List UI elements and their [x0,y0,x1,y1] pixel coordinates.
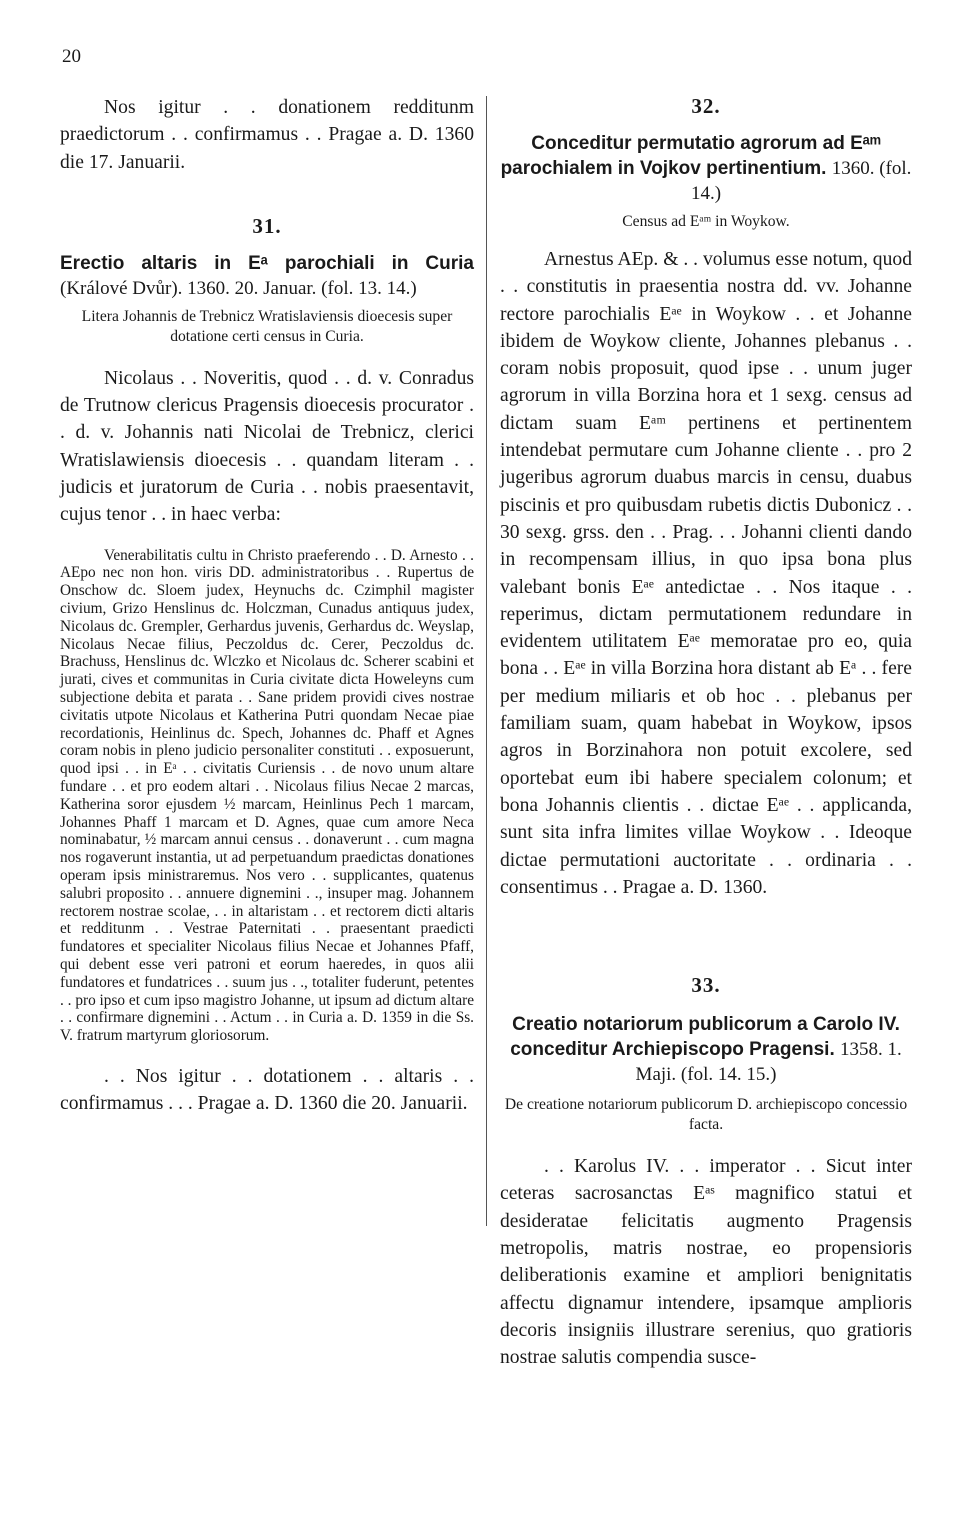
document-31 [60,214,474,1118]
document-31-title [60,251,474,301]
document-33-title-rest: 1358. 1. Maji. (fol. 14. 15.) [635,1039,902,1086]
document-31-title-bold: Erectio altaris in Eᵃ parochiali in Curia [60,252,474,274]
right-column [500,94,912,1372]
left-column [60,94,474,1118]
document-33-title [500,1012,912,1087]
document-33 [500,973,912,1371]
document-32 [500,94,912,901]
document-31-number: 31. [252,213,282,238]
column-divider [486,96,487,1226]
document-31-title-rest: (Králové Dvůr). 1360. 20. Januar. (fol. 13. 14.) [60,277,417,299]
page-number: 20 [62,46,81,67]
document-32-body: Arnestus AEp. & . . volumus esse notum, quod . . constitutis in praesentia nostra dd. vv. Johanne rectore parochialis Eᵃᵉ in Woykow . . et Johanne ibidem de Woykow cliente, Johannes plebanus . . coram nobis proposuit, quod ipse . . unum juger agrorum in villa Borzina hora et 1 sexg. census ad dictam suam Eᵃᵐ pertinens et pertinentem intendebat permutare cum Johanne cliente . . pro 2 jugeribus agrorum duabus marcis in censu, duabus piscinis et pro quibusdam rubetis dictis Dubonicz . . 30 sexg. grss. den . . Prag. . . Johanni clienti dando in recompensam illius, in quo ipsa bona plus valebant bonis Eᵃᵉ antedictae . . Nos itaque . . reperimus, dictam permutationem redundare in evidentem utilitatem Eᵃᵉ memoratae pro eo, quia bona . . Eᵃᵉ in villa Borzina hora distant ab Eᵃ . . fere per medium miliaris et ob hoc . . plebanus per familiam suam, quam habebat in Woykow, ipsos agros in Borzinahora non potuit excolere, sed oportebat eum ibi habere specialem colonum; et bona Johannis clientis . . dictae Eᵃᵉ . . applicanda, sunt sita infra limites villae Woykow . . Ideoque dictae permutationi auctoritate . . ordinaria . . consentimus . . Pragae a. D. 1360. [500,249,912,898]
document-32-number: 32. [691,94,721,118]
document-32-title [500,131,912,206]
document-31-quote: Venerabilitatis cultu in Christo praeferendo . . D. Arnesto . . AEpo nec non hon. viris DD. administratoribus . . Rupertus de Onschow dc. Sloem judex, Heynuchs dc. Czimphil magister civium, Grizo Henslinus dc. Holczman, Cunadus antiquus judex, Nicolaus dc. Grempler, Gerhardus juvenis, Gerhardus dc. Weyslap, Nicolaus Necae filius, Peczoldus dc. Cerer, Peczoldus dc. Brachuss, Henslinus dc. Wlczko et Nicolaus dc. Scherer scabini et jurati, cives et communitas in Curia civitate dicta Howeleyns cum subjectione debita et parata . . Sane pridem providi cives nostrae civitatis utpote Nicolaus et Katherina Putri quondam Necae piae recordationis, Heinlinus dc. Spech, Johannes dc. Phaff et Agnes coram nobis in pleno judicio personaliter constituti . . exposuerunt, quod ipsi . . in Eᵃ . . civitatis Curiensis . . de novo unum altare fundare . . et pro eodem altari . . Nicolaus filius Necae 2 marcas, Katherina soror ejusdem ½ marcam, Heinlinus Pech 1 marcam, Johannes Phaff 1 marcam et D. Agnes, quae cum amore Neca nominabatur, ½ marcam annui census . . donaverunt . . cum magna nos rogaverunt instantia, ut ad perpetuandum praedictas donationes operam ipsis ministraremus. Nos vero . . supplicantes, quatenus salubri proposito . . annuere dignemini . ., insuper mag. Johannem rectorem nostrae scolae, . . in altaristam . . et rectorem dicti altaris et redditunm . . Vestrae Paternitati . . praesentant praedicti fundatores et specialiter Nicolaus filius Necae et Johannes Pfaff, qui debent esse veri patroni et eorum haeredes, in quos alii fundatores et fundatrices . . suum jus . ., totaliter fuderunt, petentes . . pro ipso et cum ipso magistro Johanne, ut ipsum ad dictum altare . . confirmare dignemini . . Actum . . in Curia a. D. 1359 in die Ss. V. fratrum martyrum gloriosorum. [60,546,474,1045]
document-31-closing: . . Nos igitur . . dotationem . . altaris . . confirmamus . . . Pragae a. D. 1360 die 20. Januarii. [60,1065,474,1115]
document-31-body: Nicolaus . . Noveritis, quod . . d. v. Conradus de Trutnow clericus Pragensis dioecesis procurator . . d. v. Johannis nati Nicolai de Trebnicz, clerici Wratislawiensis dioecesis . . quandam literam . . judicis et juratorum de Curia . . nobis praesentavit, cujus tenor . . in haec verba: [60,367,474,526]
intro-paragraph: Nos igitur . . donationem redditunm praedictorum . . confirmamus . . Pragae a. D. 1360 die 17. Januarii. [60,97,474,173]
document-31-subtitle: Litera Johannis de Trebnicz Wratislaviensis dioecesis super dotatione certi census in Curia. [81,307,453,345]
document-33-subtitle: De creatione notariorum publicorum D. archiepiscopo concessio facta. [504,1096,908,1134]
document-32-title-bold: Conceditur permutatio agrorum ad Eᵃᵐ parochialem in Vojkov pertinentium. [500,133,881,179]
document-33-body: . . Karolus IV. . . imperator . . Sicut inter ceteras sacrosanctas Eᵃˢ magnifico statui et desideratae felicitatis augmento Pragensis metropolis, matris nostrae, eo propensioris deliberationis examine et ampliori benignitatis affectu dignamur intendere, ipsamque amplioris decoris insigniis illustrare serenius, quo gratioris nostrae salutis compendia susce- [500,1156,912,1369]
document-33-number: 33. [691,973,721,998]
document-32-title-rest: 1360. (fol. 14.) [690,158,912,204]
document-33-title-bold: Creatio notariorum publicorum a Carolo IV. conceditur Archiepiscopo Pragensi. [510,1014,900,1061]
document-32-subtitle: Census ad Eᵃᵐ in Woykow. [622,213,790,230]
